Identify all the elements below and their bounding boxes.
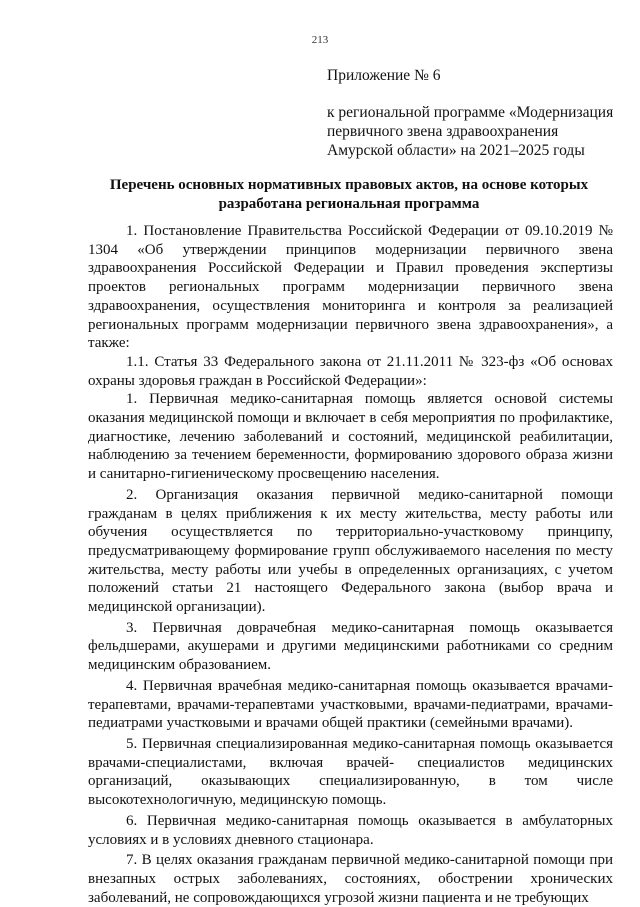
paragraph: 3. Первичная доврачебная медико-санитарная помощь оказывается фельдшерами, акушерами и другими медицинскими работниками со средним медицинским образованием.	[88, 619, 613, 674]
page-number: 213	[311, 34, 329, 46]
paragraph: 2. Организация оказания первичной медико-санитарной помощи гражданам в целях приближения к их месту жительства, месту работы или обучения осуществляется по территориально-участковому принципу, предусматривающему формирование групп обслуживаемого населения по месту жительства, месту работы или учебы в определенных организациях, с учетом положений статьи 21 настоящего Федерального закона (выбор врача и медицинской организации).	[88, 486, 613, 616]
appendix-header	[327, 66, 617, 160]
paragraph: 1.1. Статья 33 Федерального закона от 21.11.2011 № 323-фз «Об основах охраны здоровья граждан в Российской Федерации»:	[88, 353, 613, 389]
document-body	[88, 222, 613, 907]
document-title: Перечень основных нормативных правовых актов, на основе которых разработана региональная программа	[109, 177, 589, 212]
paragraph: 5. Первичная специализированная медико-санитарная помощь оказывается врачами-специалистами, включая врачей- специалистов медицинских организаций, оказывающих специализированную, в том числе высокотехнологичную, медицинскую помощь.	[88, 735, 613, 809]
appendix-number: Приложение № 6	[327, 67, 441, 84]
paragraph: 7. В целях оказания гражданам первичной медико-санитарной помощи при внезапных острых заболеваниях, состояниях, обострении хронических заболеваний, не сопровождающихся угрозой жизни пациента и не требующих	[88, 852, 613, 906]
paragraph: 4. Первичная врачебная медико-санитарная помощь оказывается врачами-терапевтами, врачами-терапевтами участковыми, врачами-педиатрами, врачами-педиатрами участковыми и врачами общей практики (семейными врачами).	[88, 677, 613, 732]
paragraph: 1. Постановление Правительства Российской Федерации от 09.10.2019 № 1304 «Об утверждении принципов модернизации первичного звена здравоохранения Российской Федерации и Правил проведения экспертизы проектов региональных программ модернизации первичного звена здравоохранения, осуществления мониторинга и контроля за реализацией региональных программ модернизации первичного звена здравоохранения», а также:	[88, 223, 613, 352]
paragraph: 1. Первичная медико-санитарная помощь является основой системы оказания медицинской помощи и включает в себя мероприятия по профилактике, диагностике, лечению заболеваний и состояний, медицинской реабилитации, наблюдению за течением беременности, формированию здорового образа жизни и санитарно-гигиеническому просвещению населения.	[88, 391, 613, 483]
paragraph: 6. Первичная медико-санитарная помощь оказывается в амбулаторных условиях и в условиях дневного стационара.	[88, 812, 613, 848]
appendix-subtitle: к региональной программе «Модернизация первичного звена здравоохранения Амурской области» на 2021–2025 годы	[327, 104, 614, 159]
